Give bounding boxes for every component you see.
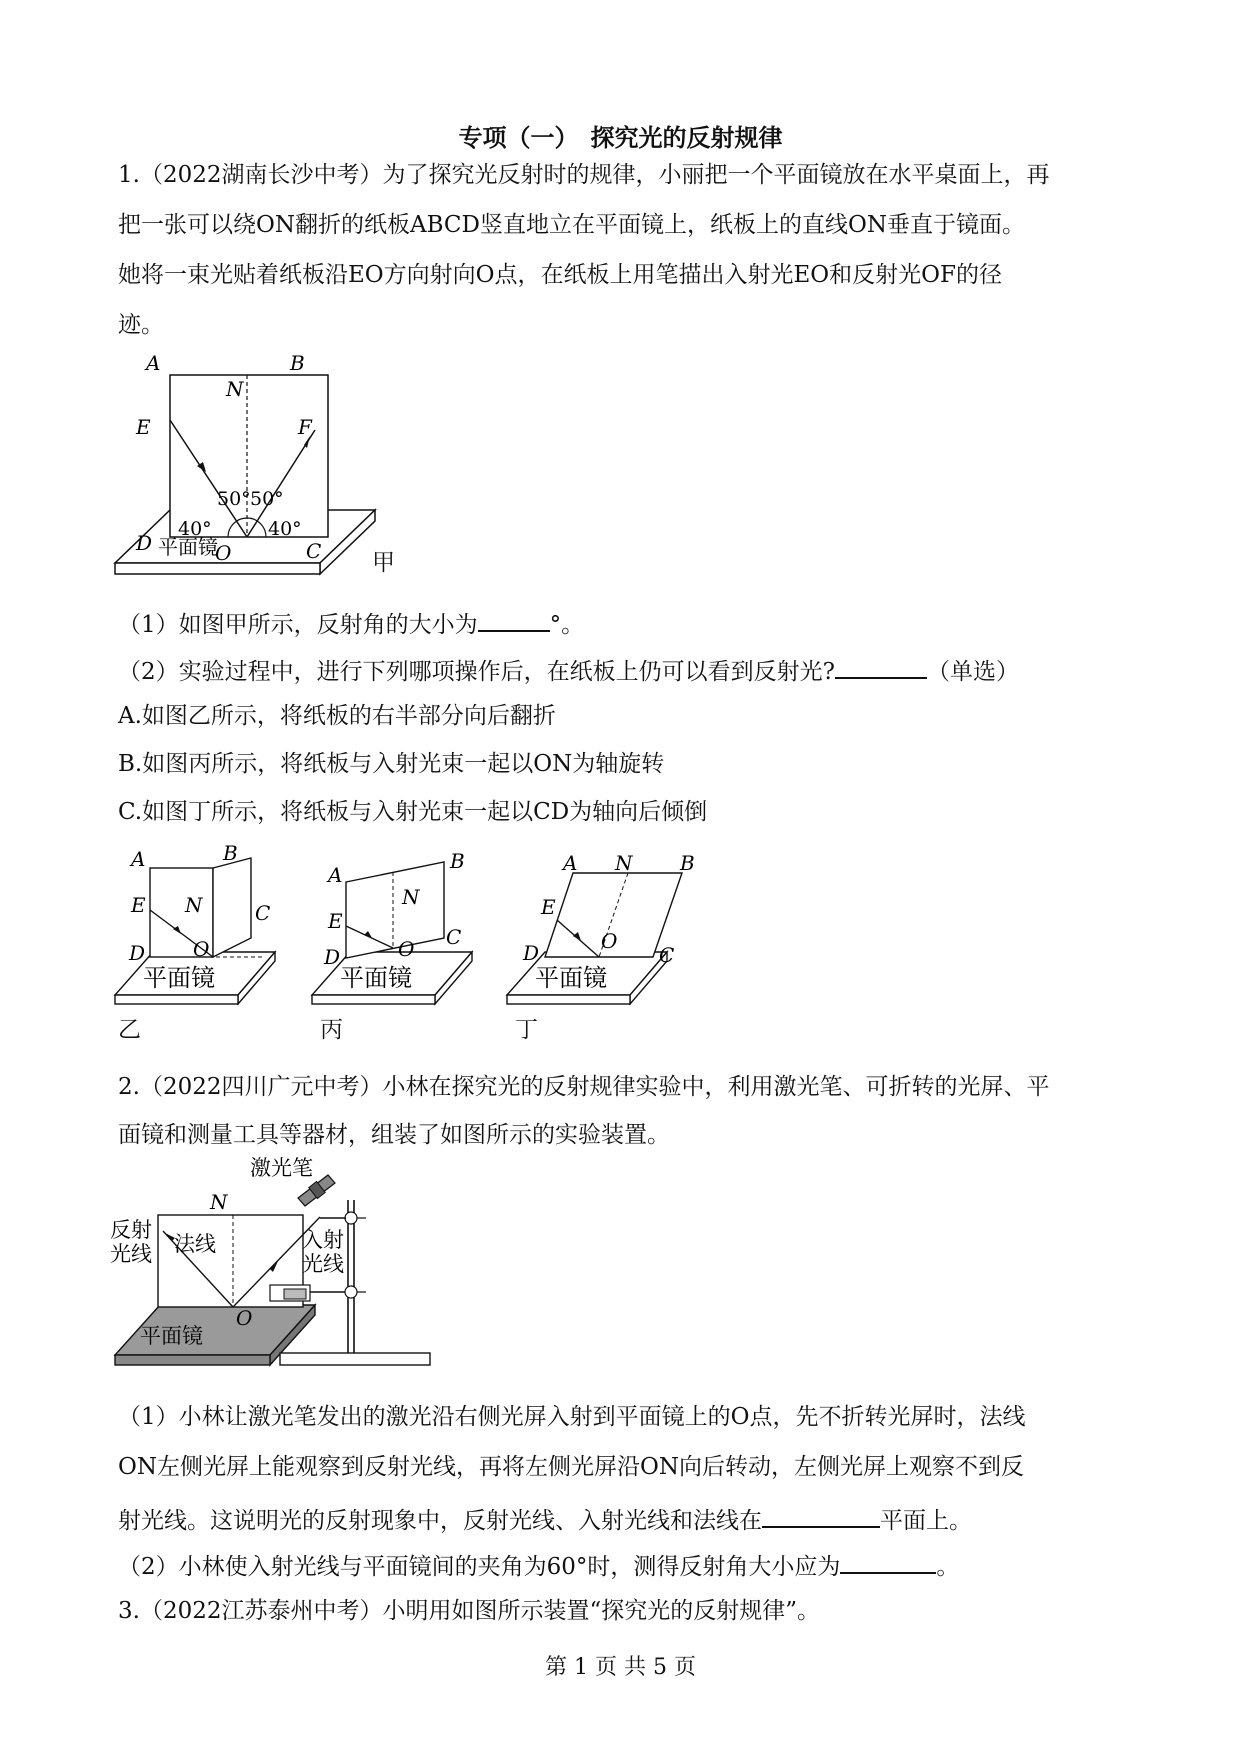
label-laser-pen: 激光笔 <box>250 1156 313 1180</box>
q2-sub1-line-2: ON左侧光屏上能观察到反射光线，再将左侧光屏沿ON向后转动，左侧光屏上观察不到反 <box>118 1454 1024 1480</box>
label-A: A <box>146 351 161 375</box>
label-C: C <box>659 943 675 967</box>
option-b: B.如图丙所示，将纸板与入射光束一起以ON为轴旋转 <box>118 751 665 777</box>
angle-40-right: 40° <box>268 518 302 540</box>
q1-sub2-text: （2）实验过程中，进行下列哪项操作后，在纸板上仍可以看到反射光? <box>118 659 835 685</box>
label-C: C <box>255 901 271 925</box>
mirror-label: 平面镜 <box>143 964 215 992</box>
q1-line-1: 1.（2022湖南长沙中考）为了探究光反射时的规律，小丽把一个平面镜放在水平桌面上，再 <box>118 162 1050 188</box>
answer-blank-1[interactable] <box>478 606 550 632</box>
q1-sub2-note: （单选） <box>926 659 1019 685</box>
mirror-label: 平面镜 <box>340 964 412 992</box>
label-N: N <box>402 885 420 909</box>
figure-caption-ding: 丁 <box>515 1017 538 1043</box>
label-C: C <box>306 539 322 563</box>
figure-yi <box>113 840 283 1005</box>
label-O: O <box>398 937 415 961</box>
label-D: D <box>129 941 146 965</box>
label-A: A <box>563 851 578 875</box>
label-E: E <box>541 895 556 919</box>
label-O: O <box>236 1306 253 1330</box>
label-F: F <box>298 415 312 439</box>
q1-sub1-text: （1）如图甲所示，反射角的大小为 <box>118 612 478 638</box>
label-N: N <box>615 851 633 875</box>
figure-ding <box>505 840 705 1005</box>
label-E: E <box>131 893 146 917</box>
label-B: B <box>223 841 238 865</box>
angle-40-left: 40° <box>178 518 212 540</box>
label-reflected-1: 反射 <box>110 1218 152 1242</box>
page-footer: 第 1 页 共 5 页 <box>545 1655 696 1680</box>
label-incident-1: 入射 <box>302 1228 344 1252</box>
q2-sub2-text: （2）小林使入射光线与平面镜间的夹角为60°时，测得反射角大小应为 <box>118 1554 841 1580</box>
label-B: B <box>450 849 465 873</box>
label-E: E <box>328 909 343 933</box>
label-O: O <box>193 937 210 961</box>
mirror-label: 平面镜 <box>535 964 607 992</box>
figure-caption-jia: 甲 <box>372 550 395 576</box>
page-title: 专项（一） 探究光的反射规律 <box>458 124 783 152</box>
option-c: C.如图丁所示，将纸板与入射光束一起以CD为轴向后倾倒 <box>118 799 708 825</box>
label-D: D <box>324 945 341 969</box>
q3-line-1: 3.（2022江苏泰州中考）小明用如图所示装置“探究光的反射规律”。 <box>118 1598 820 1624</box>
label-A: A <box>328 863 343 887</box>
answer-blank-3[interactable] <box>762 1502 880 1528</box>
label-B: B <box>680 851 695 875</box>
q1-line-3: 她将一束光贴着纸板沿EO方向射向O点，在纸板上用笔描出入射光EO和反射光OF的径 <box>118 262 1002 288</box>
q2-sub2-tail: 。 <box>936 1554 960 1580</box>
figure-apparatus <box>110 1155 460 1370</box>
label-A: A <box>131 847 146 871</box>
figure-jia <box>110 350 440 580</box>
figure-caption-yi: 乙 <box>118 1017 141 1043</box>
label-normal: 法线 <box>174 1232 216 1256</box>
label-N: N <box>226 377 244 401</box>
q2-sub1-line-1: （1）小林让激光笔发出的激光沿右侧光屏入射到平面镜上的O点，先不折转光屏时，法线 <box>118 1404 1026 1430</box>
answer-blank-2[interactable] <box>835 653 927 679</box>
q2-sub1-line-3 <box>118 1502 972 1536</box>
mirror-label: 平面镜 <box>158 535 218 559</box>
q2-line-1: 2.（2022四川广元中考）小林在探究光的反射规律实验中，利用激光笔、可折转的光屏、平 <box>118 1074 1050 1100</box>
q1-line-2: 把一张可以绕ON翻折的纸板ABCD竖直地立在平面镜上，纸板上的直线ON垂直于镜面。 <box>118 212 1025 238</box>
figure-caption-bing: 丙 <box>320 1017 343 1043</box>
label-N: N <box>185 893 203 917</box>
q1-line-4: 迹。 <box>118 312 164 338</box>
angle-50-left: 50° <box>217 488 251 510</box>
q1-sub1-unit: °。 <box>549 612 585 638</box>
label-reflected-2: 光线 <box>110 1242 152 1266</box>
label-D: D <box>136 531 153 555</box>
label-C: C <box>446 925 462 949</box>
label-O: O <box>215 541 232 565</box>
q2-sub1-text: 射光线。这说明光的反射现象中，反射光线、入射光线和法线在 <box>118 1508 762 1534</box>
label-O: O <box>601 929 618 953</box>
answer-blank-4[interactable] <box>840 1548 936 1574</box>
q2-line-2: 面镜和测量工具等器材，组装了如图所示的实验装置。 <box>118 1122 670 1148</box>
label-incident-2: 光线 <box>302 1252 344 1276</box>
figure-bing <box>310 842 485 1007</box>
q2-sub1-tail: 平面上。 <box>880 1508 972 1534</box>
label-D: D <box>523 941 540 965</box>
option-a: A.如图乙所示，将纸板的右半部分向后翻折 <box>118 703 556 729</box>
label-E: E <box>136 415 151 439</box>
mirror-label: 平面镜 <box>140 1324 203 1348</box>
label-N: N <box>210 1190 228 1214</box>
label-B: B <box>290 351 305 375</box>
q1-sub1 <box>118 606 584 640</box>
q2-sub2 <box>118 1548 959 1582</box>
q1-sub2 <box>118 653 1019 687</box>
angle-50-right: 50° <box>250 488 284 510</box>
